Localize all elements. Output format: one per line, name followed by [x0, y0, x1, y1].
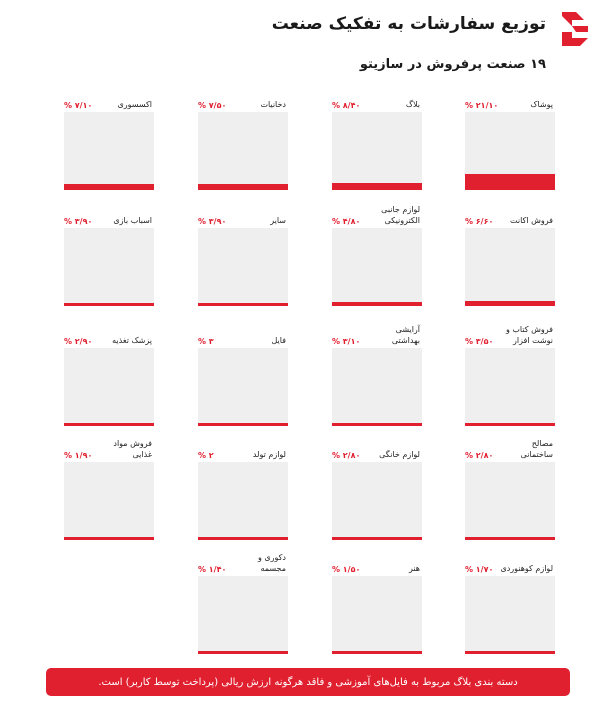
- chart-cell-header: [196, 82, 288, 112]
- category-label: دکوری و مجسمه: [257, 553, 286, 573]
- chart-cell: [196, 198, 288, 306]
- value-label: % ۲/۹۰: [64, 337, 93, 346]
- bar: [64, 423, 154, 426]
- chart-cell: [463, 546, 555, 654]
- value-label: % ۶/۶۰: [465, 217, 494, 226]
- value-label: % ۴/۸۰: [332, 217, 361, 226]
- category-label: هنر: [408, 564, 420, 573]
- value-label: % ۳: [198, 337, 214, 346]
- category-label: فروش کتاب و نوشت افزار: [505, 325, 553, 345]
- category-label: دخانیات: [260, 100, 286, 109]
- chart-cell-header: [463, 198, 555, 228]
- chart-cell-header: [62, 198, 154, 228]
- value-label: % ۷/۵۰: [198, 101, 227, 110]
- value-label: % ۸/۴۰: [332, 101, 361, 110]
- value-label: % ۲: [198, 451, 214, 460]
- chart-cell: [196, 82, 288, 190]
- bar-track: [64, 228, 154, 306]
- chart-cell-header: [196, 432, 288, 462]
- category-label: مصالح ساختمانی: [520, 439, 553, 459]
- chart-cell-header: [62, 82, 154, 112]
- bar-track: [332, 228, 422, 306]
- bar: [332, 302, 422, 306]
- category-label: اسباب بازی: [113, 216, 152, 225]
- bar-track: [465, 228, 555, 306]
- bar: [465, 423, 555, 426]
- bar-track: [332, 112, 422, 190]
- bar-track: [465, 348, 555, 426]
- category-label: فروش مواد غذایی: [113, 439, 152, 459]
- chart-cell-header: [196, 546, 288, 576]
- category-label: بلاگ: [405, 100, 420, 109]
- bar: [64, 537, 154, 540]
- bar-track: [465, 462, 555, 540]
- chart-cell-header: [196, 198, 288, 228]
- chart-cell-header: [330, 546, 422, 576]
- bar-track: [332, 576, 422, 654]
- value-label: % ۲/۸۰: [465, 451, 494, 460]
- chart-cell-header: [330, 82, 422, 112]
- chart-cell-header: [463, 432, 555, 462]
- chart-cell: [330, 432, 422, 540]
- value-label: % ۳/۹۰: [64, 217, 93, 226]
- bar-track: [198, 228, 288, 306]
- category-label: لوازم خانگی: [379, 450, 420, 459]
- category-label: پوشاک: [530, 100, 553, 109]
- chart-cell-header: [196, 318, 288, 348]
- bar: [332, 423, 422, 426]
- category-label: لوازم کوهنوردی: [500, 564, 553, 573]
- bar: [198, 423, 288, 426]
- bar: [64, 303, 154, 306]
- bar: [332, 183, 422, 190]
- bar: [332, 537, 422, 540]
- bar: [198, 303, 288, 306]
- bar-track: [64, 348, 154, 426]
- chart-cell: [62, 82, 154, 190]
- chart-cell: [330, 198, 422, 306]
- bar: [198, 537, 288, 540]
- value-label: % ۱/۹۰: [64, 451, 93, 460]
- chart-cell-header: [463, 546, 555, 576]
- bar-track: [465, 576, 555, 654]
- footer-note: دسته بندی بلاگ مربوط به فایل‌های آموزشی و فاقد هرگونه ارزش ریالی (پرداخت توسط کاربر) است.: [46, 668, 570, 696]
- chart-cell: [463, 82, 555, 190]
- value-label: % ۳/۱۰: [332, 337, 361, 346]
- value-label: % ۳/۹۰: [198, 217, 227, 226]
- value-label: % ۱/۵۰: [332, 565, 361, 574]
- bar-track: [198, 462, 288, 540]
- chart-cell: [463, 432, 555, 540]
- category-label: پزشک تغذیه: [112, 336, 152, 345]
- page-title: توزیع سفارشات به تفکیک صنعت: [271, 14, 546, 34]
- value-label: % ۲/۸۰: [332, 451, 361, 460]
- bar: [332, 651, 422, 654]
- bar: [198, 651, 288, 654]
- chart-cell: [196, 432, 288, 540]
- category-label: فایل: [271, 336, 286, 345]
- category-label: سایر: [270, 216, 286, 225]
- chart-cell: [330, 318, 422, 426]
- chart-cell-header: [463, 82, 555, 112]
- chart-cell: [62, 198, 154, 306]
- category-label: لوازم جانبی الکترونیکی: [381, 205, 420, 225]
- bar-track: [64, 112, 154, 190]
- chart-cell: [463, 318, 555, 426]
- category-label: آرایشی بهداشتی: [391, 325, 420, 345]
- value-label: % ۱/۴۰: [198, 565, 227, 574]
- chart-cell: [463, 198, 555, 306]
- bar-track: [332, 348, 422, 426]
- bar: [465, 301, 555, 306]
- bar-track: [198, 112, 288, 190]
- chart-cell: [196, 546, 288, 654]
- chart-cell: [330, 82, 422, 190]
- bar: [465, 651, 555, 654]
- chart-cell: [62, 432, 154, 540]
- bar: [465, 537, 555, 540]
- chart-cell-header: [463, 318, 555, 348]
- bar-track: [198, 576, 288, 654]
- chart-cell-header: [62, 318, 154, 348]
- bar: [64, 184, 154, 190]
- chart-cell: [330, 546, 422, 654]
- value-label: % ۷/۱۰: [64, 101, 93, 110]
- chart-cell-header: [62, 432, 154, 462]
- chart-cell-header: [330, 318, 422, 348]
- category-label: فروش اکانت: [510, 216, 553, 225]
- bar-track: [332, 462, 422, 540]
- chart-cell-header: [330, 432, 422, 462]
- value-label: % ۳/۵۰: [465, 337, 494, 346]
- bar-track: [198, 348, 288, 426]
- bar-track: [465, 112, 555, 190]
- chart-cell: [62, 318, 154, 426]
- chart-cell-header: [330, 198, 422, 228]
- page-subtitle: ۱۹ صنعت پرفروش در سازیتو: [359, 57, 546, 72]
- value-label: % ۲۱/۱۰: [465, 101, 499, 110]
- value-label: % ۱/۷۰: [465, 565, 494, 574]
- bar: [465, 174, 555, 190]
- bar-track: [64, 462, 154, 540]
- category-label: لوازم تولد: [252, 450, 286, 459]
- category-label: اکسسوری: [117, 100, 152, 109]
- chart-cell: [196, 318, 288, 426]
- bar: [198, 184, 288, 190]
- brand-logo-icon: [558, 10, 594, 48]
